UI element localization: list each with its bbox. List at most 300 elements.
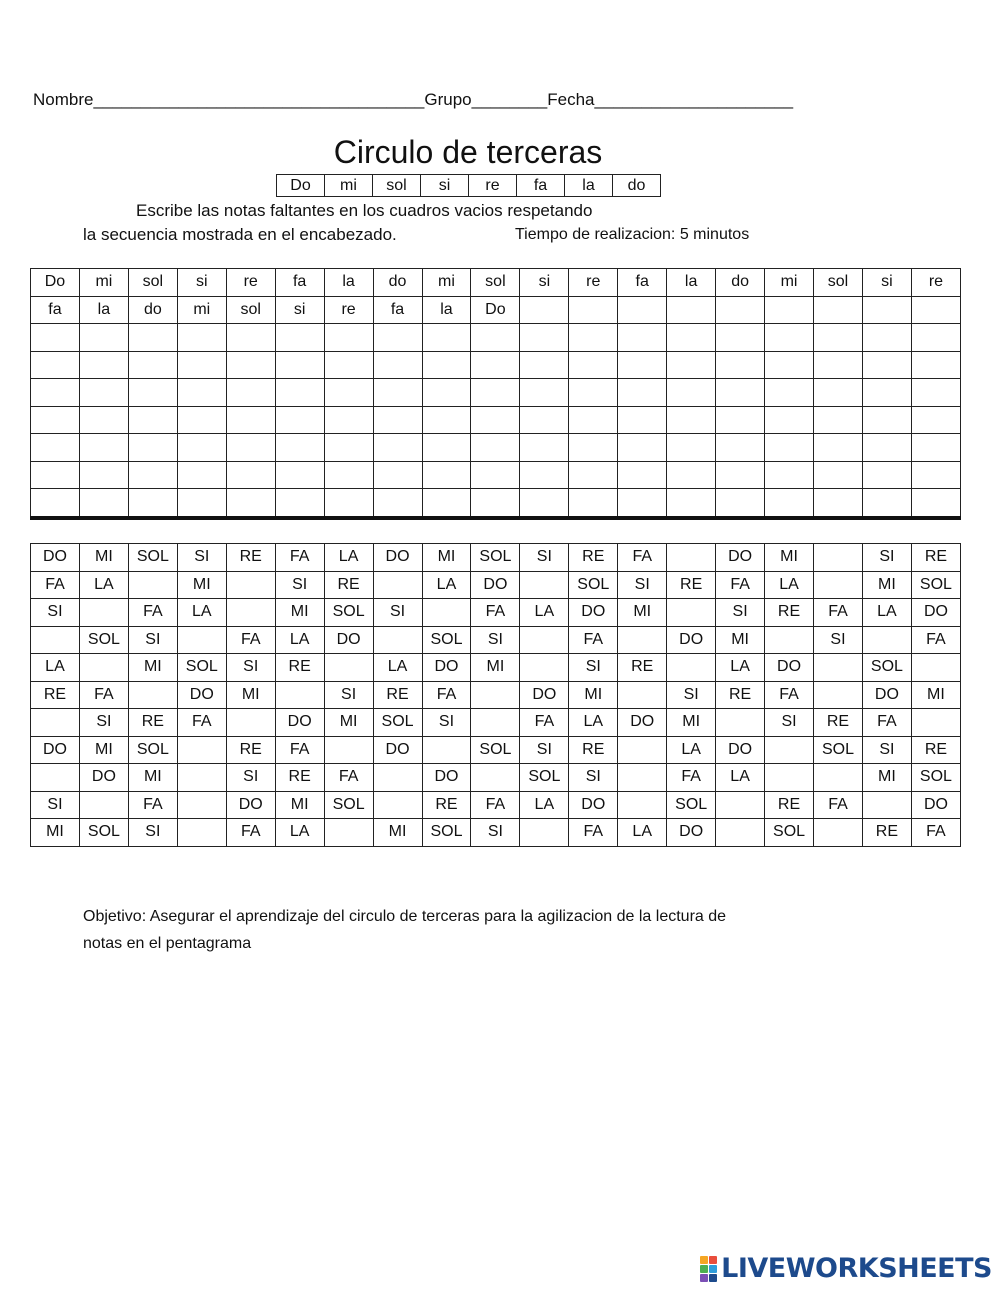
answer-cell[interactable]	[324, 351, 373, 379]
answer-cell[interactable]	[765, 379, 814, 407]
answer-cell[interactable]	[177, 351, 226, 379]
liveworksheets-logo[interactable]	[700, 1253, 992, 1284]
answer-cell[interactable]	[667, 406, 716, 434]
answer-cell[interactable]	[765, 324, 814, 352]
answer-cell[interactable]	[324, 819, 373, 847]
answer-cell[interactable]	[31, 351, 80, 379]
note-cell: SI	[618, 571, 667, 599]
note-cell: RE	[226, 736, 275, 764]
answer-cell[interactable]	[373, 764, 422, 792]
note-cell: DO	[324, 626, 373, 654]
answer-cell[interactable]	[324, 379, 373, 407]
grid-bottom-row	[31, 791, 961, 819]
note-cell: LA	[79, 571, 128, 599]
grid-bottom-row	[31, 544, 961, 572]
answer-cell[interactable]	[520, 324, 569, 352]
answer-cell[interactable]	[128, 681, 177, 709]
answer-cell[interactable]	[618, 406, 667, 434]
note-cell: SOL	[324, 599, 373, 627]
answer-cell[interactable]	[275, 434, 324, 462]
answer-cell[interactable]	[31, 709, 80, 737]
answer-cell[interactable]	[618, 324, 667, 352]
note-cell: DO	[911, 791, 960, 819]
note-cell: SOL	[128, 544, 177, 572]
note-cell: FA	[275, 544, 324, 572]
note-cell: FA	[128, 599, 177, 627]
answer-cell[interactable]	[471, 489, 520, 518]
note-cell: DO	[177, 681, 226, 709]
answer-cell[interactable]	[324, 736, 373, 764]
answer-cell[interactable]	[275, 461, 324, 489]
answer-cell[interactable]	[667, 544, 716, 572]
answer-cell[interactable]	[765, 351, 814, 379]
answer-cell[interactable]	[618, 626, 667, 654]
logo-square	[709, 1265, 717, 1273]
answer-cell[interactable]	[814, 654, 863, 682]
answer-cell[interactable]	[128, 461, 177, 489]
note-cell: la	[324, 269, 373, 297]
answer-cell[interactable]	[422, 434, 471, 462]
answer-cell[interactable]	[814, 764, 863, 792]
answer-cell[interactable]	[765, 406, 814, 434]
answer-cell[interactable]	[275, 406, 324, 434]
answer-cell[interactable]	[31, 764, 80, 792]
answer-cell[interactable]	[128, 406, 177, 434]
answer-cell[interactable]	[31, 434, 80, 462]
note-cell: DO	[618, 709, 667, 737]
answer-cell[interactable]	[79, 434, 128, 462]
answer-cell[interactable]	[814, 351, 863, 379]
note-cell: SOL	[177, 654, 226, 682]
note-cell: fa	[31, 296, 80, 324]
note-cell: SI	[128, 626, 177, 654]
answer-cell[interactable]	[79, 599, 128, 627]
answer-cell[interactable]	[373, 489, 422, 518]
answer-cell[interactable]	[569, 406, 618, 434]
answer-cell[interactable]	[911, 379, 960, 407]
answer-cell[interactable]	[520, 434, 569, 462]
answer-cell[interactable]	[862, 461, 911, 489]
answer-cell[interactable]	[667, 296, 716, 324]
answer-cell[interactable]	[716, 791, 765, 819]
answer-cell[interactable]	[618, 351, 667, 379]
answer-cell[interactable]	[177, 626, 226, 654]
answer-cell[interactable]	[226, 709, 275, 737]
grid-bottom-row	[31, 819, 961, 847]
answer-cell[interactable]	[275, 351, 324, 379]
note-cell: SI	[422, 709, 471, 737]
note-cell: si	[520, 269, 569, 297]
answer-cell[interactable]	[226, 489, 275, 518]
answer-cell[interactable]	[520, 296, 569, 324]
answer-cell[interactable]	[177, 791, 226, 819]
note-cell: FA	[471, 791, 520, 819]
note-cell: sol	[814, 269, 863, 297]
note-cell: LA	[765, 571, 814, 599]
note-cell: si	[177, 269, 226, 297]
answer-cell[interactable]	[716, 709, 765, 737]
answer-cell[interactable]	[373, 791, 422, 819]
note-cell: SI	[667, 681, 716, 709]
answer-cell[interactable]	[373, 379, 422, 407]
answer-cell[interactable]	[716, 379, 765, 407]
note-cell: MI	[79, 736, 128, 764]
answer-cell[interactable]	[814, 406, 863, 434]
answer-cell[interactable]	[667, 379, 716, 407]
grid-bottom-row	[31, 571, 961, 599]
answer-cell[interactable]	[422, 406, 471, 434]
answer-cell[interactable]	[862, 489, 911, 518]
answer-cell[interactable]	[765, 296, 814, 324]
note-cell: FA	[569, 819, 618, 847]
answer-cell[interactable]	[911, 296, 960, 324]
answer-cell[interactable]	[814, 571, 863, 599]
answer-cell[interactable]	[911, 461, 960, 489]
objective-line-2: notas en el pentagrama	[83, 935, 252, 952]
answer-cell[interactable]	[31, 461, 80, 489]
answer-cell[interactable]	[520, 351, 569, 379]
note-cell: SI	[79, 709, 128, 737]
note-cell: LA	[31, 654, 80, 682]
note-cell: FA	[911, 626, 960, 654]
answer-cell[interactable]	[373, 324, 422, 352]
answer-cell[interactable]	[373, 406, 422, 434]
answer-cell[interactable]	[911, 654, 960, 682]
note-cell: SOL	[814, 736, 863, 764]
answer-cell[interactable]	[275, 681, 324, 709]
answer-cell[interactable]	[31, 406, 80, 434]
answer-cell[interactable]	[79, 461, 128, 489]
answer-cell[interactable]	[814, 819, 863, 847]
answer-cell[interactable]	[667, 351, 716, 379]
answer-cell[interactable]	[814, 379, 863, 407]
note-cell: RE	[324, 571, 373, 599]
answer-cell[interactable]	[373, 434, 422, 462]
note-cell: SI	[471, 626, 520, 654]
answer-cell[interactable]	[471, 764, 520, 792]
answer-cell[interactable]	[177, 379, 226, 407]
note-cell: DO	[373, 544, 422, 572]
answer-cell[interactable]	[814, 489, 863, 518]
note-cell: FA	[716, 571, 765, 599]
answer-cell[interactable]	[79, 791, 128, 819]
sequence-note: do	[613, 175, 661, 197]
answer-cell[interactable]	[177, 489, 226, 518]
sequence-note: re	[469, 175, 517, 197]
answer-cell[interactable]	[862, 351, 911, 379]
answer-cell[interactable]	[618, 379, 667, 407]
answer-cell[interactable]	[667, 599, 716, 627]
sequence-note: si	[421, 175, 469, 197]
answer-cell[interactable]	[373, 626, 422, 654]
answer-cell[interactable]	[226, 324, 275, 352]
answer-cell[interactable]	[226, 571, 275, 599]
answer-cell[interactable]	[31, 324, 80, 352]
answer-cell[interactable]	[618, 681, 667, 709]
grid-bottom-row	[31, 626, 961, 654]
answer-cell[interactable]	[569, 351, 618, 379]
note-cell: RE	[226, 544, 275, 572]
note-cell: FA	[471, 599, 520, 627]
answer-cell[interactable]	[569, 296, 618, 324]
answer-cell[interactable]	[911, 434, 960, 462]
answer-cell[interactable]	[520, 819, 569, 847]
answer-cell[interactable]	[862, 379, 911, 407]
answer-cell[interactable]	[79, 351, 128, 379]
note-cell: mi	[177, 296, 226, 324]
answer-cell[interactable]	[177, 434, 226, 462]
liveworksheets-logo-icon	[700, 1256, 717, 1282]
note-cell: LA	[275, 626, 324, 654]
answer-cell[interactable]	[667, 324, 716, 352]
note-cell: DO	[275, 709, 324, 737]
answer-cell[interactable]	[618, 764, 667, 792]
note-cell: fa	[618, 269, 667, 297]
answer-cell[interactable]	[324, 461, 373, 489]
grid-bottom-row	[31, 764, 961, 792]
answer-cell[interactable]	[471, 324, 520, 352]
answer-cell[interactable]	[471, 434, 520, 462]
answer-cell[interactable]	[618, 489, 667, 518]
answer-cell[interactable]	[471, 461, 520, 489]
answer-cell[interactable]	[765, 489, 814, 518]
note-cell: MI	[275, 791, 324, 819]
answer-cell[interactable]	[226, 351, 275, 379]
answer-cell[interactable]	[520, 461, 569, 489]
answer-cell[interactable]	[422, 599, 471, 627]
answer-cell[interactable]	[373, 571, 422, 599]
answer-cell[interactable]	[471, 379, 520, 407]
note-cell: LA	[520, 791, 569, 819]
answer-cell[interactable]	[814, 324, 863, 352]
answer-cell[interactable]	[226, 379, 275, 407]
objective-text	[83, 903, 843, 957]
answer-cell[interactable]	[226, 461, 275, 489]
note-cell: mi	[765, 269, 814, 297]
answer-cell[interactable]	[177, 324, 226, 352]
answer-cell[interactable]	[618, 736, 667, 764]
answer-cell[interactable]	[471, 681, 520, 709]
answer-cell[interactable]	[716, 819, 765, 847]
answer-cell[interactable]	[911, 406, 960, 434]
answer-cell[interactable]	[520, 489, 569, 518]
answer-cell[interactable]	[373, 351, 422, 379]
note-cell: LA	[520, 599, 569, 627]
answer-cell[interactable]	[520, 654, 569, 682]
grid-bottom-row	[31, 681, 961, 709]
answer-cell[interactable]	[618, 434, 667, 462]
answer-cell[interactable]	[226, 434, 275, 462]
answer-cell[interactable]	[79, 379, 128, 407]
answer-cell[interactable]	[716, 324, 765, 352]
answer-cell[interactable]	[226, 406, 275, 434]
answer-cell[interactable]	[862, 296, 911, 324]
answer-cell[interactable]	[422, 461, 471, 489]
answer-cell[interactable]	[79, 489, 128, 518]
note-cell: RE	[373, 681, 422, 709]
answer-cell[interactable]	[31, 626, 80, 654]
answer-cell[interactable]	[911, 489, 960, 518]
note-cell: FA	[422, 681, 471, 709]
answer-cell[interactable]	[667, 461, 716, 489]
answer-cell[interactable]	[667, 654, 716, 682]
answer-cell[interactable]	[862, 434, 911, 462]
note-cell: DO	[862, 681, 911, 709]
note-cell: SI	[275, 571, 324, 599]
note-cell: Do	[31, 269, 80, 297]
note-cell: la	[667, 269, 716, 297]
note-cell: la	[422, 296, 471, 324]
answer-cell[interactable]	[177, 461, 226, 489]
answer-cell[interactable]	[373, 461, 422, 489]
note-cell: RE	[765, 599, 814, 627]
answer-cell[interactable]	[177, 764, 226, 792]
note-cell: sol	[471, 269, 520, 297]
answer-cell[interactable]	[911, 351, 960, 379]
answer-cell[interactable]	[177, 819, 226, 847]
answer-cell[interactable]	[128, 324, 177, 352]
answer-cell[interactable]	[716, 489, 765, 518]
answer-cell[interactable]	[765, 461, 814, 489]
note-cell: DO	[373, 736, 422, 764]
answer-cell[interactable]	[716, 351, 765, 379]
note-cell: SOL	[569, 571, 618, 599]
answer-cell[interactable]	[862, 324, 911, 352]
note-cell: SOL	[471, 736, 520, 764]
answer-cell[interactable]	[79, 406, 128, 434]
note-cell: SI	[373, 599, 422, 627]
grid-top-row	[31, 296, 961, 324]
answer-cell[interactable]	[471, 406, 520, 434]
answer-cell[interactable]	[814, 434, 863, 462]
answer-cell[interactable]	[569, 434, 618, 462]
grid-top-row	[31, 434, 961, 462]
note-cell: MI	[667, 709, 716, 737]
note-cell: MI	[716, 626, 765, 654]
note-cell: LA	[716, 764, 765, 792]
note-cell: MI	[911, 681, 960, 709]
answer-cell[interactable]	[716, 406, 765, 434]
answer-cell[interactable]	[765, 626, 814, 654]
note-cell: DO	[716, 544, 765, 572]
note-cell: DO	[471, 571, 520, 599]
note-cell: MI	[324, 709, 373, 737]
note-cell: SOL	[128, 736, 177, 764]
answer-cell[interactable]	[569, 324, 618, 352]
answer-cell[interactable]	[324, 489, 373, 518]
answer-cell[interactable]	[422, 324, 471, 352]
answer-cell[interactable]	[324, 434, 373, 462]
answer-cell[interactable]	[569, 489, 618, 518]
note-cell: FA	[275, 736, 324, 764]
note-cell: FA	[814, 599, 863, 627]
grid-top-row	[31, 324, 961, 352]
answer-cell[interactable]	[667, 489, 716, 518]
answer-cell[interactable]	[128, 489, 177, 518]
answer-cell[interactable]	[128, 351, 177, 379]
answer-cell[interactable]	[520, 406, 569, 434]
answer-cell[interactable]	[520, 571, 569, 599]
answer-cell[interactable]	[471, 709, 520, 737]
note-cell: DO	[422, 654, 471, 682]
note-cell: FA	[324, 764, 373, 792]
answer-cell[interactable]	[79, 654, 128, 682]
answer-cell[interactable]	[177, 736, 226, 764]
answer-cell[interactable]	[716, 461, 765, 489]
answer-cell[interactable]	[862, 406, 911, 434]
answer-cell[interactable]	[422, 736, 471, 764]
note-cell: FA	[177, 709, 226, 737]
answer-cell[interactable]	[31, 489, 80, 518]
note-cell: SI	[765, 709, 814, 737]
answer-cell[interactable]	[422, 379, 471, 407]
logo-square	[700, 1274, 708, 1282]
answer-cell[interactable]	[275, 379, 324, 407]
answer-cell[interactable]	[618, 791, 667, 819]
note-cell: RE	[765, 791, 814, 819]
answer-cell[interactable]	[862, 626, 911, 654]
note-cell: si	[862, 269, 911, 297]
answer-cell[interactable]	[324, 654, 373, 682]
answer-cell[interactable]	[128, 379, 177, 407]
answer-cell[interactable]	[716, 434, 765, 462]
answer-cell[interactable]	[226, 599, 275, 627]
note-cell: FA	[862, 709, 911, 737]
answer-cell[interactable]	[862, 791, 911, 819]
sequence-note: mi	[325, 175, 373, 197]
answer-cell[interactable]	[128, 434, 177, 462]
note-cell: SOL	[911, 571, 960, 599]
note-cell: RE	[275, 764, 324, 792]
answer-cell[interactable]	[911, 324, 960, 352]
answer-cell[interactable]	[275, 489, 324, 518]
answer-cell[interactable]	[765, 736, 814, 764]
answer-cell[interactable]	[275, 324, 324, 352]
answer-cell[interactable]	[422, 489, 471, 518]
answer-cell[interactable]	[814, 461, 863, 489]
answer-cell[interactable]	[911, 709, 960, 737]
answer-cell[interactable]	[422, 351, 471, 379]
answer-cell[interactable]	[471, 351, 520, 379]
answer-cell[interactable]	[324, 324, 373, 352]
answer-cell[interactable]	[814, 296, 863, 324]
sequence-note: fa	[517, 175, 565, 197]
answer-cell[interactable]	[128, 571, 177, 599]
note-cell: SI	[862, 736, 911, 764]
answer-cell[interactable]	[814, 681, 863, 709]
answer-cell[interactable]	[667, 434, 716, 462]
answer-cell[interactable]	[569, 461, 618, 489]
answer-cell[interactable]	[716, 296, 765, 324]
answer-cell[interactable]	[520, 379, 569, 407]
answer-cell[interactable]	[814, 544, 863, 572]
answer-cell[interactable]	[31, 379, 80, 407]
note-cell: SOL	[862, 654, 911, 682]
answer-cell[interactable]	[520, 626, 569, 654]
answer-cell[interactable]	[79, 324, 128, 352]
answer-cell[interactable]	[618, 296, 667, 324]
answer-cell[interactable]	[569, 379, 618, 407]
answer-cell[interactable]	[765, 434, 814, 462]
note-cell: SOL	[911, 764, 960, 792]
answer-cell[interactable]	[765, 764, 814, 792]
note-cell: SOL	[324, 791, 373, 819]
answer-cell[interactable]	[177, 406, 226, 434]
answer-cell[interactable]	[324, 406, 373, 434]
note-cell: FA	[31, 571, 80, 599]
answer-cell[interactable]	[618, 461, 667, 489]
note-cell: MI	[79, 544, 128, 572]
